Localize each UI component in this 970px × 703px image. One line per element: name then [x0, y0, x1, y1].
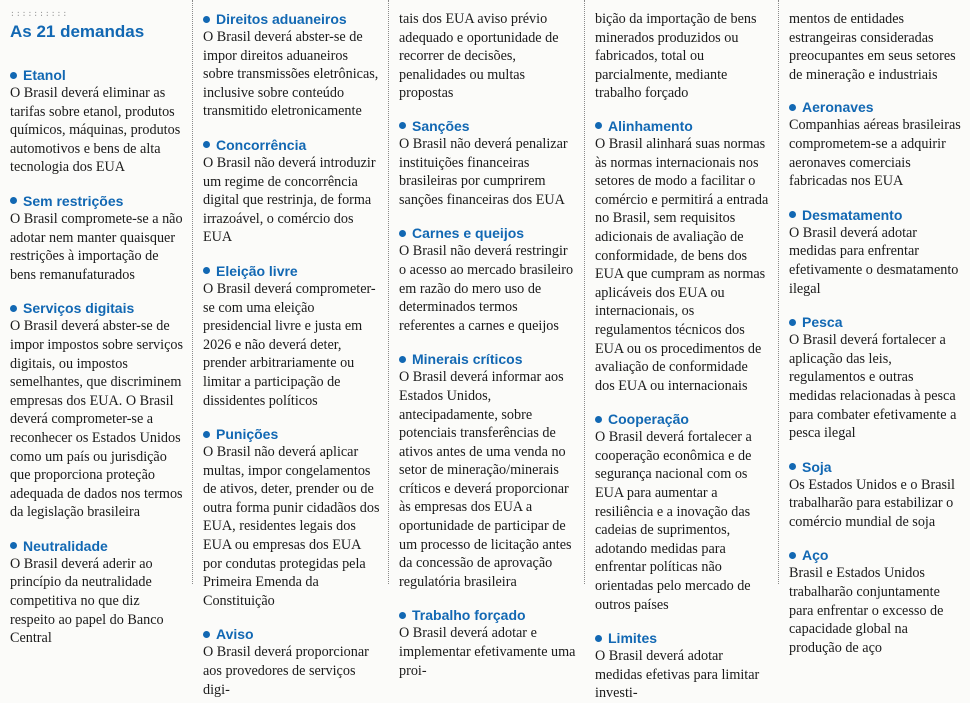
dotted-rule: :::::::::: [10, 9, 69, 18]
demand-item [789, 458, 962, 532]
demand-text: O Brasil não deverá aplicar multas, impor congelamentos de ativos, deter, prender ou de outra forma punir cidadãos dos EUA, residentes legais dos EUA ou empresas dos EUA por condutas protegidas pela Primeira Emenda da Constituição [203, 444, 380, 609]
bullet-icon [203, 431, 210, 438]
demand-heading: Trabalho forçado [399, 606, 576, 624]
demand-item [203, 10, 380, 121]
bullet-icon [399, 122, 406, 129]
demand-text: O Brasil deverá comprometer-se com uma eleição presidencial livre e justa em 2026 e não deverá deter, prender arbitrariamente ou limitar a participação de dissidentes políticos [203, 280, 376, 409]
demand-item [595, 410, 770, 614]
demand-text: O Brasil compromete-se a não adotar nem manter quaisquer restrições à importação de bens remanufaturados [10, 210, 183, 283]
demand-item [399, 224, 576, 335]
bullet-icon [399, 356, 406, 363]
demand-text: O Brasil não deverá penalizar instituições financeiras brasileiras por cumprirem sanções financeiras dos EUA [399, 135, 568, 208]
demand-heading: Alinhamento [595, 117, 770, 135]
demand-item [789, 313, 962, 443]
demand-heading: Carnes e queijos [399, 224, 576, 242]
bullet-icon [595, 416, 602, 423]
demand-heading: Limites [595, 629, 770, 647]
demand-text: O Brasil deverá adotar medidas efetivas para limitar investi- [595, 648, 760, 702]
bullet-icon [10, 305, 17, 312]
demand-item [203, 136, 380, 247]
bullet-icon [203, 267, 210, 274]
demand-text: O Brasil deverá aderir ao princípio da neutralidade competitiva no que diz respeito ao papel do Banco Central [10, 555, 164, 647]
bullet-icon [399, 230, 406, 237]
demand-item [399, 606, 576, 680]
demand-heading: Sem restrições [10, 192, 184, 210]
demand-text: bição da importação de bens minerados produzidos ou fabricados, total ou parcialmente, mediante trabalho forçado [595, 11, 757, 102]
demand-heading: Desmatamento [789, 206, 962, 224]
demand-item [595, 629, 770, 703]
continued-text [399, 10, 576, 103]
bullet-icon [595, 122, 602, 129]
demand-heading: Concorrência [203, 136, 380, 154]
demand-item [10, 537, 184, 648]
demand-text: O Brasil não deverá restringir o acesso ao mercado brasileiro em razão do mero uso de determinados termos referentes a carnes e queijos [399, 243, 574, 334]
demand-text: O Brasil deverá eliminar as tarifas sobre etanol, produtos químicos, máquinas, produtos automotivos e bens de alta tecnologia dos EUA [10, 85, 181, 176]
demand-heading: Soja [789, 458, 962, 476]
demand-text: O Brasil deverá fortalecer a cooperação econômica e de segurança nacional com os EUA para aumentar a resiliência e a inovação das cadeias de suprimentos, adotando medidas para enfrentar políticas não orientadas pelo mercado de outros países [595, 429, 752, 613]
demand-heading: Serviços digitais [10, 299, 184, 317]
demand-item [10, 192, 184, 284]
demand-heading: Minerais críticos [399, 350, 576, 368]
bullet-icon [203, 16, 210, 23]
demand-heading: Aviso [203, 625, 380, 643]
demand-item [10, 66, 184, 177]
continued-text [789, 10, 962, 84]
demand-heading: Direitos aduaneiros [203, 10, 380, 28]
demand-item [595, 117, 770, 395]
bullet-icon [203, 631, 210, 638]
bullet-icon [10, 542, 17, 549]
column-4 [584, 0, 778, 702]
demand-text: O Brasil deverá proporcionar aos provedores de serviços digi- [203, 644, 369, 698]
demand-heading: Aço [789, 546, 962, 564]
bullet-icon [789, 319, 796, 326]
demand-item [399, 117, 576, 209]
demand-item [10, 299, 184, 522]
bullet-icon [10, 197, 17, 204]
demand-text: O Brasil deverá abster-se de impor impostos sobre serviços digitais, ou impostos semelhantes, que discriminem empresas dos EUA. O Brasil deverá comprometer-se a reconhecer os Estados Unidos como um país ou jurisdição que proporciona proteção adequada de dados nos termos da legislação brasileira [10, 318, 183, 521]
page-title: As 21 demandas [10, 22, 145, 41]
demand-text: Os Estados Unidos e o Brasil trabalharão para estabilizar o comércio mundial de soja [789, 476, 955, 530]
demand-text: Brasil e Estados Unidos trabalharão conjuntamente para enfrentar o excesso de capacidade global na produção de aço [789, 565, 944, 656]
demand-heading: Neutralidade [10, 537, 184, 555]
bullet-icon [789, 211, 796, 218]
demand-heading: Etanol [10, 66, 184, 84]
bullet-icon [595, 635, 602, 642]
bullet-icon [203, 141, 210, 148]
demand-text: mentos de entidades estrangeiras consideradas preocupantes em seus setores de mineração e industriais [789, 11, 956, 83]
column-3 [388, 0, 584, 679]
demand-text: O Brasil deverá adotar e implementar efetivamente uma proi- [399, 625, 576, 679]
column-1 [0, 0, 192, 647]
demand-item [203, 262, 380, 410]
demand-heading: Punições [203, 425, 380, 443]
demand-heading: Cooperação [595, 410, 770, 428]
demand-item [789, 98, 962, 190]
demand-text: O Brasil deverá fortalecer a aplicação das leis, regulamentos e outras medidas relacionadas à pesca para combater efetivamente a pesca ilegal [789, 332, 957, 442]
demand-heading: Pesca [789, 313, 962, 331]
demand-item [789, 206, 962, 298]
demand-item [399, 350, 576, 591]
column-5 [778, 0, 970, 656]
column-2 [192, 0, 388, 698]
demand-heading: Aeronaves [789, 98, 962, 116]
bullet-icon [789, 104, 796, 111]
demand-text: O Brasil deverá abster-se de impor direitos aduaneiros sobre transmissões eletrônicas, inclusive sobre conteúdo transmitido eletronicamente [203, 29, 379, 120]
demand-heading: Sanções [399, 117, 576, 135]
bullet-icon [10, 72, 17, 79]
demand-heading: Eleição livre [203, 262, 380, 280]
demand-text: O Brasil deverá adotar medidas para enfrentar efetivamente o desmatamento ilegal [789, 224, 959, 297]
demand-text: O Brasil não deverá introduzir um regime de concorrência digital que restrinja, de forma irrazoável, o comércio dos EUA [203, 154, 376, 246]
demand-item [203, 425, 380, 610]
demand-text: O Brasil deverá informar aos Estados Unidos, antecipadamente, sobre potenciais transferências de ativos antes de uma venda no setor de mineração/minerais críticos e deverá proporcionar às empresas dos EUA a oportunidade de participar de um processo de licitação antes da concessão de aprovação regulatória brasileira [399, 369, 572, 590]
demand-text: Companhias aéreas brasileiras comprometem-se a adquirir aeronaves comerciais fabricadas nos EUA [789, 117, 961, 190]
continued-text [595, 10, 770, 103]
demand-item [203, 625, 380, 699]
bullet-icon [789, 463, 796, 470]
demand-text: O Brasil alinhará suas normas às normas internacionais nos setores de modo a facilitar o comércio e permitirá a entrada no Brasil, sem requisitos adicionais de avaliação de conformidade, de bens dos EUA que cumpram as normas aplicáveis dos EUA ou internacionais, os regulamentos técnicos dos EUA ou os procedimentos de avaliação de conformidade dos EUA ou internacionais [595, 135, 769, 394]
bullet-icon [789, 552, 796, 559]
demand-item [789, 546, 962, 657]
bullet-icon [399, 612, 406, 619]
demand-text: tais dos EUA aviso prévio adequado e oportunidade de recorrer de decisões, penalidades ou multas propostas [399, 11, 559, 102]
